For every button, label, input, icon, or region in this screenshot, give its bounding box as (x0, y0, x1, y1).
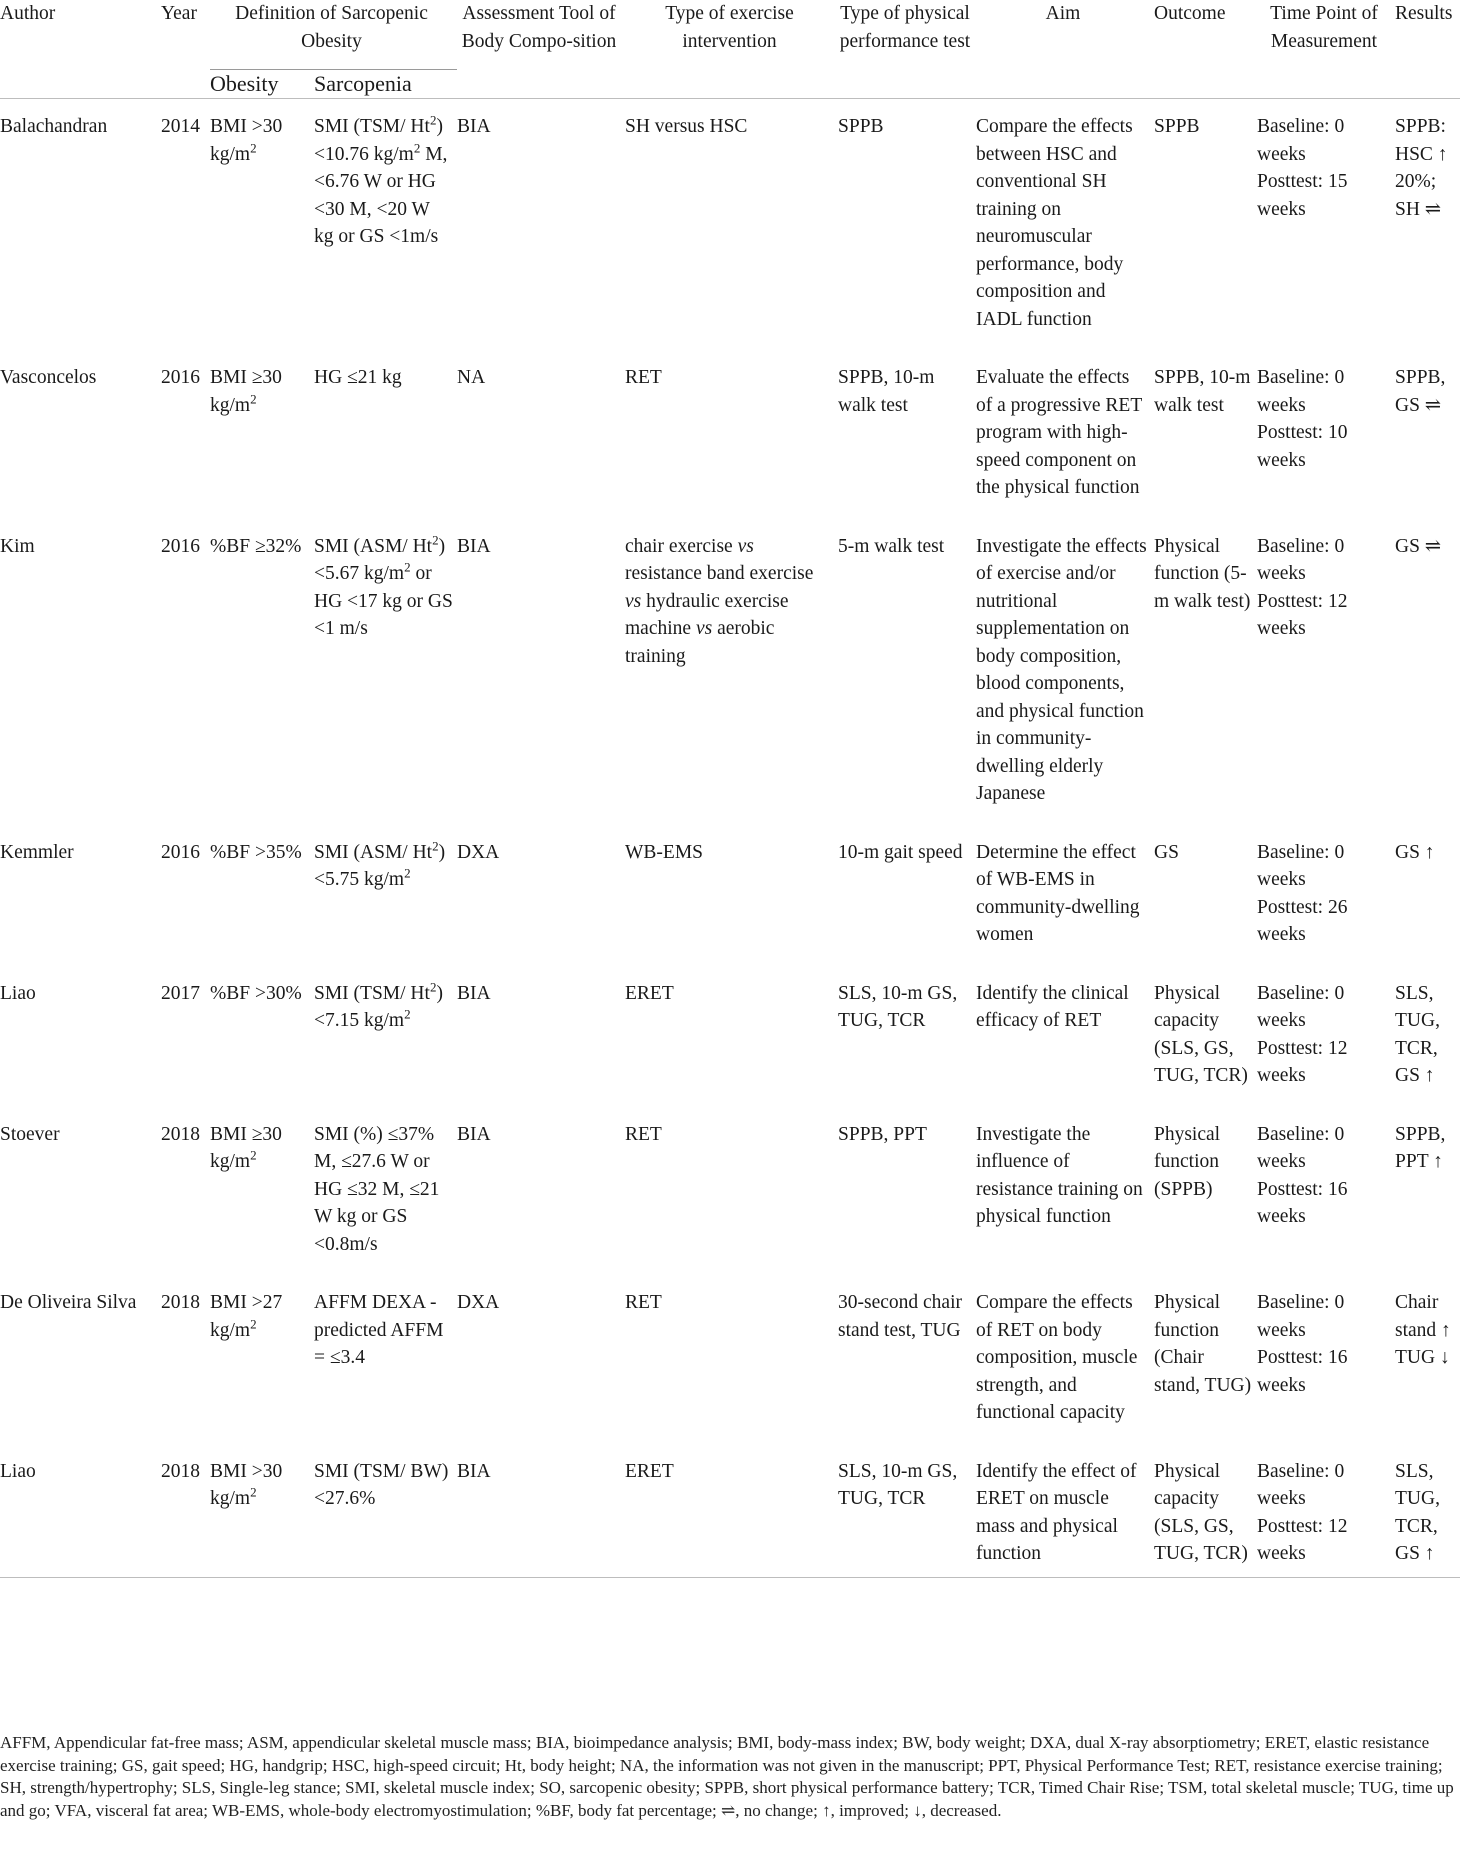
timepoint-baseline: Baseline: 0 weeks (1257, 367, 1345, 416)
cell-author: Kemmler (0, 841, 74, 863)
cell-exercise (625, 511, 838, 817)
timepoint-baseline: Baseline: 0 weeks (1257, 535, 1345, 584)
cell-year: 2018 (161, 1460, 200, 1482)
cell-outcome: Physical capacity (SLS, GS, TUG, TCR) (1154, 982, 1248, 1086)
header-exercise: Type of exercise intervention (665, 3, 794, 52)
header-timepoint: Time Point of Measurement (1270, 3, 1378, 52)
table-body (0, 99, 1460, 1577)
exercise-part: resistance band exercise (625, 563, 814, 584)
obesity-text: BMI ≥30 kg/m (210, 367, 282, 416)
cell-outcome: Physical function (Chair stand, TUG) (1154, 1292, 1252, 1396)
sarcopenia-superscript-2: 2 (404, 1006, 411, 1022)
cell-author: Liao (0, 982, 36, 1004)
obesity-text: BMI ≥30 kg/m (210, 1123, 282, 1172)
cell-year: 2018 (161, 1292, 200, 1313)
cell-aim: Identify the clinical efficacy of RET (976, 982, 1129, 1031)
table-row (0, 1436, 1460, 1578)
cell-obesity (210, 1436, 314, 1578)
cell-author: De Oliveira Silva (0, 1292, 137, 1313)
obesity-text: %BF ≥32% (210, 535, 302, 557)
cell-outcome: GS (1154, 841, 1179, 863)
cell-performance: SPPB, PPT (838, 1123, 927, 1145)
cell-author: Kim (0, 535, 35, 557)
cell-sarcopenia (314, 99, 457, 342)
cell-results: GS ⇌ (1395, 535, 1442, 557)
cell-exercise: ERET (625, 982, 674, 1004)
obesity-superscript: 2 (250, 140, 257, 155)
sarcopenia-text: AFFM DEXA - predicted AFFM = ≤3.4 (314, 1292, 444, 1368)
table-row (0, 342, 1460, 511)
cell-obesity (210, 1267, 314, 1436)
cell-outcome: SPPB, 10-m walk test (1154, 367, 1251, 416)
cell-results: SPPB, GS ⇌ (1395, 367, 1446, 416)
cell-timepoint (1257, 817, 1395, 958)
obesity-text: BMI >30 kg/m (210, 1460, 283, 1509)
exercise-part: chair exercise (625, 535, 738, 557)
obesity-superscript: 2 (250, 1316, 257, 1331)
header-assessment: Assessment Tool of Body Compo-sition (461, 3, 617, 52)
timepoint-posttest: Posttest: 10 weeks (1257, 422, 1348, 471)
cell-sarcopenia (314, 1436, 457, 1578)
cell-exercise: ERET (625, 1460, 674, 1482)
exercise-part: aerobic training (625, 618, 775, 667)
cell-assessment: BIA (457, 1123, 491, 1145)
cell-results: SLS, TUG, TCR, GS ↑ (1395, 982, 1440, 1086)
timepoint-posttest: Posttest: 26 weeks (1257, 896, 1348, 945)
cell-performance: 30-second chair stand test, TUG (838, 1292, 962, 1341)
cell-exercise: WB-EMS (625, 841, 703, 863)
cell-aim: Determine the effect of WB-EMS in community-dwelling women (976, 841, 1140, 945)
cell-sarcopenia (314, 1099, 457, 1268)
sarcopenia-text-mid: ) <5.75 kg/m (314, 841, 446, 890)
timepoint-baseline: Baseline: 0 weeks (1257, 982, 1345, 1031)
cell-year: 2014 (161, 116, 200, 137)
obesity-text: BMI >30 kg/m (210, 116, 283, 165)
cell-performance: 5-m walk test (838, 535, 945, 557)
cell-aim: Investigate the effects of exercise and/or nutritional supplementation on body composition, blood components, and physical function in community-dwelling elderly Japanese (976, 535, 1147, 804)
header-performance: Type of physical performance test (839, 3, 971, 52)
cell-timepoint (1257, 342, 1395, 511)
table-header (0, 0, 1460, 99)
cell-assessment: DXA (457, 841, 500, 863)
obesity-text: BMI >27 kg/m (210, 1292, 283, 1341)
sarcopenia-text: SMI (ASM/ Ht (314, 535, 433, 557)
cell-outcome: Physical function (5-m walk test) (1154, 535, 1251, 612)
cell-exercise: RET (625, 1123, 662, 1145)
sarcopenia-text: SMI (ASM/ Ht (314, 841, 433, 863)
timepoint-baseline: Baseline: 0 weeks (1257, 841, 1345, 890)
sarcopenia-text-post: or HG <17 kg or GS <1 m/s (314, 563, 453, 639)
header-outcome: Outcome (1154, 3, 1226, 24)
table-row (0, 99, 1460, 342)
cell-obesity (210, 511, 314, 817)
table-row (0, 958, 1460, 1099)
cell-timepoint (1257, 1099, 1395, 1268)
sarcopenia-superscript: 2 (429, 112, 437, 128)
cell-timepoint (1257, 99, 1395, 342)
cell-aim: Evaluate the effects of a progressive RET program with high-speed component on the physical function (976, 367, 1142, 498)
cell-author: Liao (0, 1460, 36, 1482)
cell-assessment: NA (457, 367, 486, 388)
sarcopenia-text: SMI (%) ≤37% M, ≤27.6 W or HG ≤32 M, ≤21 W kg or GS <0.8m/s (314, 1123, 440, 1255)
cell-author: Stoever (0, 1123, 60, 1145)
cell-author: Vasconcelos (0, 367, 97, 388)
cell-performance: SLS, 10-m GS, TUG, TCR (838, 1460, 958, 1509)
cell-obesity (210, 99, 314, 342)
sarcopenia-text: SMI (TSM/ Ht (314, 982, 430, 1004)
exercise-part: vs (737, 535, 754, 557)
obesity-superscript: 2 (250, 391, 257, 406)
header-obesity: Obesity (210, 71, 279, 96)
cell-timepoint (1257, 1436, 1395, 1578)
cell-assessment: BIA (457, 116, 491, 137)
cell-performance: SLS, 10-m GS, TUG, TCR (838, 982, 958, 1031)
table-row (0, 1099, 1460, 1268)
cell-outcome: Physical function (SPPB) (1154, 1123, 1221, 1200)
obesity-superscript: 2 (250, 1147, 257, 1163)
cell-exercise: SH versus HSC (625, 116, 748, 137)
cell-results: GS ↑ (1395, 841, 1435, 863)
cell-outcome: Physical capacity (SLS, GS, TUG, TCR) (1154, 1460, 1248, 1564)
cell-aim: Compare the effects between HSC and conventional SH training on neuromuscular performance, body composition and IADL function (976, 116, 1133, 330)
cell-obesity (210, 817, 314, 958)
sarcopenia-text-mid: ) <5.67 kg/m (314, 535, 446, 584)
sarcopenia-text: HG ≤21 kg (314, 367, 402, 388)
cell-assessment: DXA (457, 1292, 500, 1313)
cell-sarcopenia (314, 511, 457, 817)
header-results: Results (1395, 3, 1453, 24)
obesity-text: %BF >35% (210, 841, 302, 863)
cell-assessment: BIA (457, 1460, 491, 1482)
cell-timepoint (1257, 958, 1395, 1099)
header-sarcopenia: Sarcopenia (314, 71, 412, 96)
cell-assessment: BIA (457, 982, 491, 1004)
cell-timepoint (1257, 1267, 1395, 1436)
table-row (0, 817, 1460, 958)
obesity-superscript: 2 (250, 1484, 257, 1500)
header-year: Year (161, 3, 197, 24)
cell-exercise: RET (625, 367, 662, 388)
cell-assessment: BIA (457, 535, 491, 557)
cell-performance: SPPB (838, 116, 884, 137)
sarcopenia-superscript: 2 (432, 532, 439, 547)
sarcopenia-superscript-2: 2 (413, 140, 421, 155)
sarcopenia-text: SMI (TSM/ Ht (314, 116, 430, 137)
cell-sarcopenia (314, 1267, 457, 1436)
timepoint-posttest: Posttest: 16 weeks (1257, 1178, 1348, 1227)
sarcopenia-superscript: 2 (432, 838, 439, 853)
exercise-part: vs (695, 618, 713, 639)
table-row (0, 1267, 1460, 1436)
timepoint-baseline: Baseline: 0 weeks (1257, 116, 1345, 165)
cell-results: SPPB: HSC ↑ 20%; SH ⇌ (1395, 116, 1448, 220)
cell-sarcopenia (314, 342, 457, 511)
sarcopenia-superscript: 2 (429, 979, 437, 994)
cell-obesity (210, 1099, 314, 1268)
header-definition: Definition of Sarcopenic Obesity (210, 0, 457, 70)
cell-year: 2016 (161, 535, 200, 557)
cell-exercise: RET (625, 1292, 662, 1313)
cell-year: 2018 (161, 1123, 200, 1145)
sarcopenia-text-post: M, <6.76 W or HG <30 M, <20 W kg or GS <1m/s (314, 143, 448, 247)
timepoint-posttest: Posttest: 15 weeks (1257, 171, 1348, 220)
cell-performance: SPPB, 10-m walk test (838, 367, 935, 416)
timepoint-posttest: Posttest: 12 weeks (1257, 590, 1348, 639)
header-aim: Aim (1045, 3, 1081, 24)
table-row (0, 511, 1460, 817)
cell-year: 2017 (161, 982, 200, 1004)
timepoint-baseline: Baseline: 0 weeks (1257, 1460, 1345, 1509)
cell-sarcopenia (314, 817, 457, 958)
cell-results: Chair stand ↑ TUG ↓ (1395, 1292, 1451, 1368)
cell-aim: Identify the effect of ERET on muscle mass and physical function (976, 1460, 1137, 1564)
sarcopenia-superscript-2: 2 (404, 559, 411, 575)
timepoint-baseline: Baseline: 0 weeks (1257, 1123, 1345, 1172)
exercise-part: vs (625, 590, 642, 612)
sarcopenia-superscript-2: 2 (404, 865, 411, 881)
exercise-part: hydraulic exercise machine (625, 590, 789, 639)
cell-timepoint (1257, 511, 1395, 817)
cell-year: 2016 (161, 841, 200, 863)
timepoint-posttest: Posttest: 16 weeks (1257, 1347, 1348, 1396)
timepoint-posttest: Posttest: 12 weeks (1257, 1037, 1348, 1086)
timepoint-posttest: Posttest: 12 weeks (1257, 1515, 1348, 1564)
cell-obesity (210, 958, 314, 1099)
header-author: Author (0, 3, 56, 24)
cell-performance: 10-m gait speed (838, 841, 963, 863)
sarcopenia-text-mid: ) <7.15 kg/m (314, 982, 443, 1031)
sarcopenia-text-mid: ) <10.76 kg/m (314, 116, 443, 165)
cell-aim: Compare the effects of RET on body composition, muscle strength, and functional capacity (976, 1292, 1138, 1423)
timepoint-baseline: Baseline: 0 weeks (1257, 1292, 1345, 1341)
cell-results: SPPB, PPT ↑ (1395, 1123, 1446, 1172)
sarcopenia-text: SMI (TSM/ BW) <27.6% (314, 1460, 449, 1509)
cell-aim: Investigate the influence of resistance training on physical function (976, 1123, 1143, 1227)
obesity-text: %BF >30% (210, 982, 302, 1004)
cell-obesity (210, 342, 314, 511)
cell-outcome: SPPB (1154, 116, 1200, 137)
cell-year: 2016 (161, 367, 200, 388)
cell-sarcopenia (314, 958, 457, 1099)
cell-author: Balachandran (0, 116, 108, 137)
table-footnote: AFFM, Appendicular fat-free mass; ASM, appendicular skeletal muscle mass; BIA, bioimpedance analysis; BMI, body-mass index; BW, body weight; DXA, dual X-ray absorptiometry; ERET, elastic resistance exercise training; GS, gait speed; HG, handgrip; HSC, high-speed circuit; Ht, body height; NA, the information was not given in the manuscript; PPT, Physical Performance Test; RET, resistance exercise training; SH, strength/hypertrophy; SLS, Single-leg stance; SMI, skeletal muscle index; SO, sarcopenic obesity; SPPB, short physical performance battery; TCR, Timed Chair Rise; TSM, total skeletal muscle; TUG, time up and go; VFA, visceral fat area; WB-EMS, whole-body electromyostimulation; %BF, body fat percentage; ⇌, no change; ↑, improved; ↓, decreased. (0, 1733, 1454, 1820)
cell-results: SLS, TUG, TCR, GS ↑ (1395, 1460, 1440, 1564)
